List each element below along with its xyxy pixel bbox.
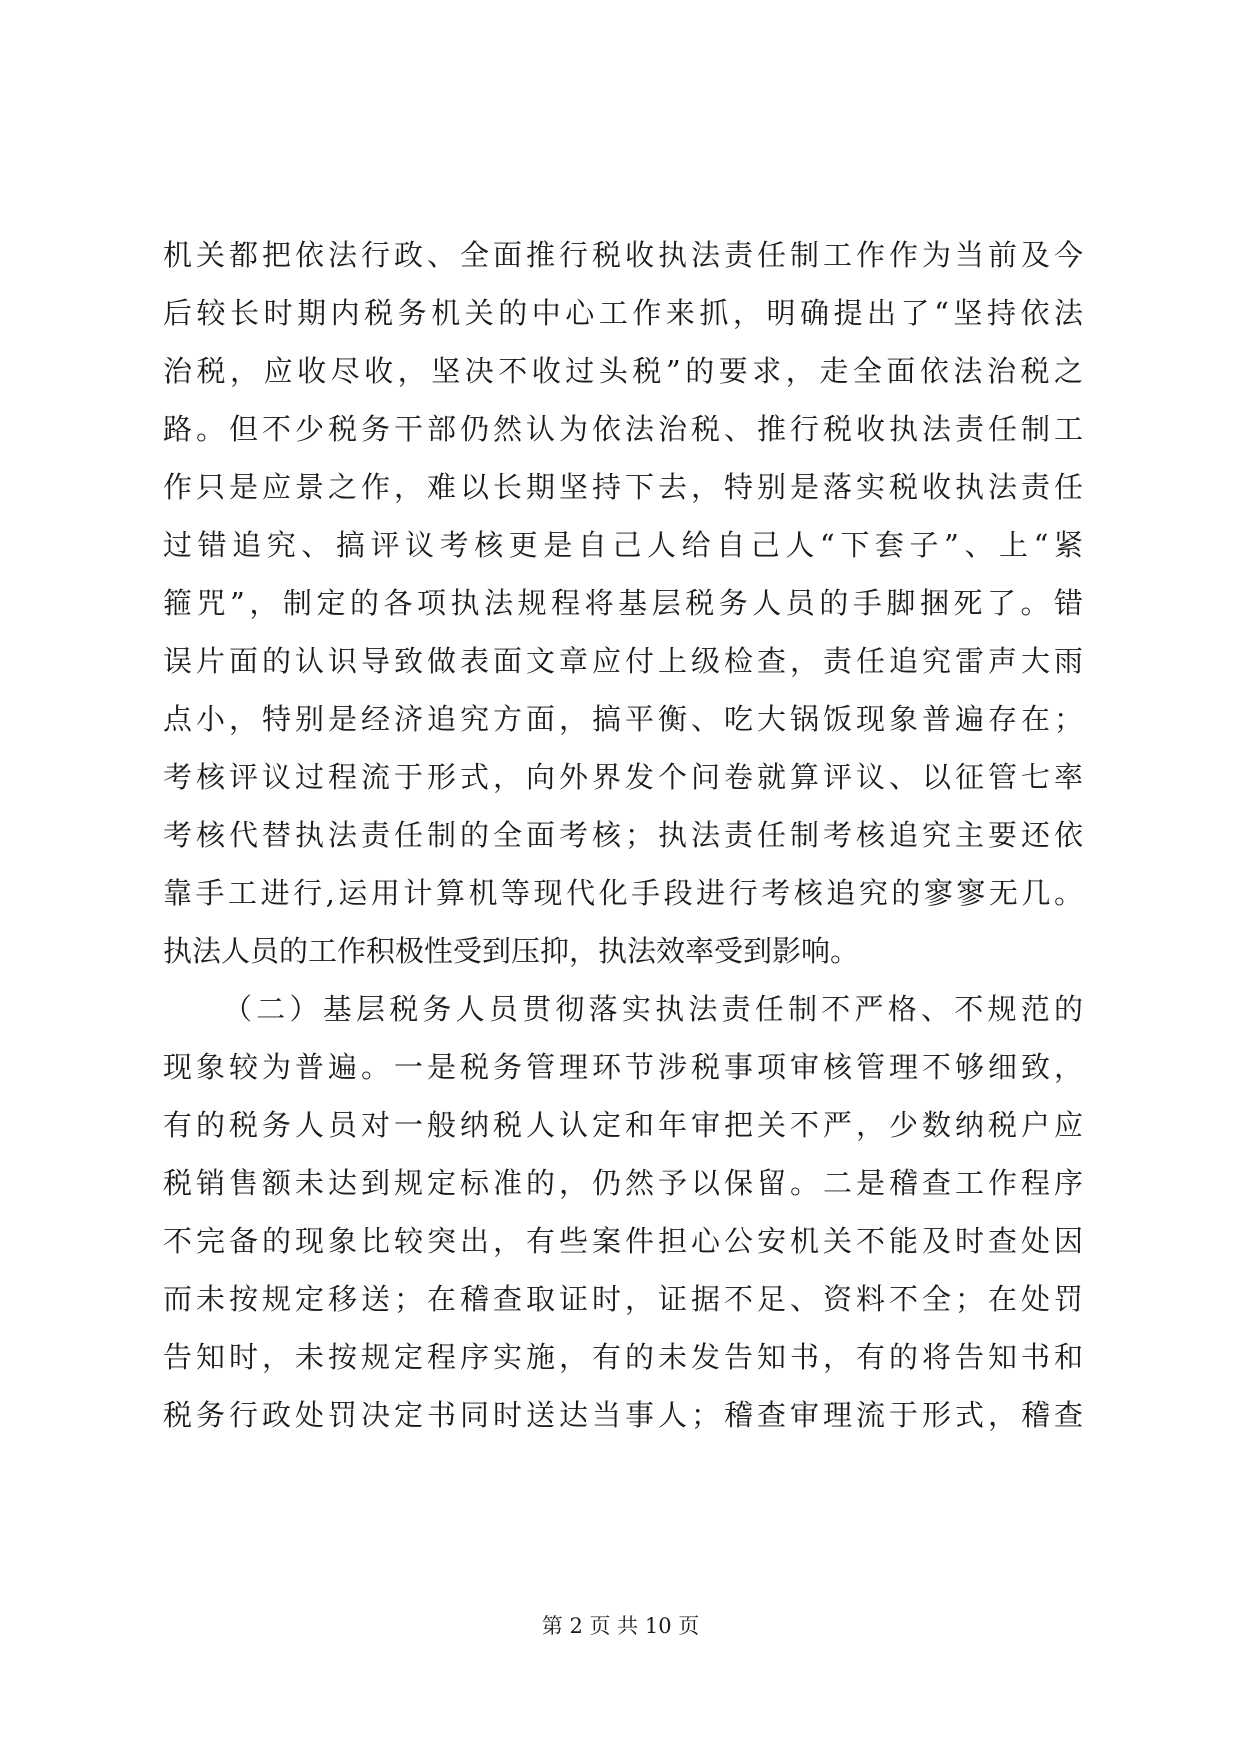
text-line: 告知时，未按规定程序实施，有的未发告知书，有的将告知书和 [163,1340,1083,1374]
page-number-footer: 第 2 页 共 10 页 [541,1614,700,1638]
text-line: 税销售额未达到规定标准的，仍然予以保留。二是稽查工作程序 [163,1166,1083,1200]
body-text [163,226,1083,1444]
text-line: 现象较为普遍。一是税务管理环节涉税事项审核管理不够细致， [163,1050,1083,1084]
text-line: 机关都把依法行政、全面推行税收执法责任制工作作为当前及今 [163,238,1083,272]
text-line: 误片面的认识导致做表面文章应付上级检查，责任追究雷声大雨 [163,644,1083,678]
text-line: 路。但不少税务干部仍然认为依法治税、推行税收执法责任制工 [163,412,1083,446]
text-line: 点小，特别是经济追究方面，搞平衡、吃大锅饭现象普遍存在； [163,702,1083,736]
section-heading-line: （二）基层税务人员贯彻落实执法责任制不严格、不规范的 [223,992,1083,1026]
text-line: 箍咒”，制定的各项执法规程将基层税务人员的手脚捆死了。错 [163,586,1083,620]
text-line: 而未按规定移送；在稽查取证时，证据不足、资料不全；在处罚 [163,1282,1083,1316]
text-line: 执法人员的工作积极性受到压抑，执法效率受到影响。 [163,934,860,968]
text-line: 不完备的现象比较突出，有些案件担心公安机关不能及时查处因 [163,1224,1083,1258]
text-line: 作只是应景之作，难以长期坚持下去，特别是落实税收执法责任 [163,470,1083,504]
text-line: 考核评议过程流于形式，向外界发个问卷就算评议、以征管七率 [163,760,1083,794]
text-line: 治税，应收尽收，坚决不收过头税”的要求，走全面依法治税之 [163,354,1083,388]
text-line: 税务行政处罚决定书同时送达当事人；稽查审理流于形式，稽查 [163,1398,1083,1432]
text-line: 后较长时期内税务机关的中心工作来抓，明确提出了“坚持依法 [163,296,1083,330]
text-line: 考核代替执法责任制的全面考核；执法责任制考核追究主要还依 [163,818,1083,852]
text-line: 靠手工进行,运用计算机等现代化手段进行考核追究的寥寥无几。 [163,876,1083,910]
text-line: 有的税务人员对一般纳税人认定和年审把关不严，少数纳税户应 [163,1108,1083,1142]
text-line: 过错追究、搞评议考核更是自己人给自己人“下套子”、上“紧 [163,528,1083,562]
